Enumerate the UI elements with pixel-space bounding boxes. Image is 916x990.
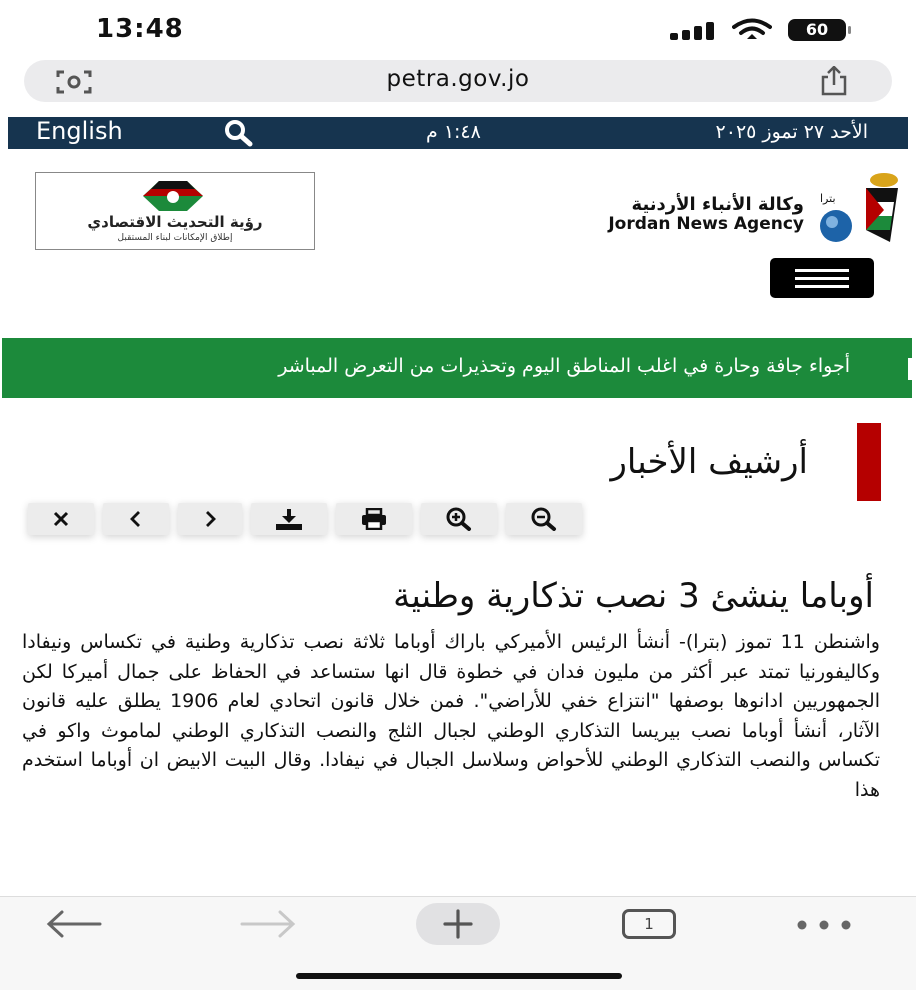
news-ticker[interactable] xyxy=(2,338,912,398)
url-text[interactable]: petra.gov.jo xyxy=(386,66,530,92)
svg-text:بترا: بترا xyxy=(820,192,836,205)
print-button[interactable] xyxy=(336,503,412,535)
address-bar[interactable] xyxy=(24,60,892,102)
vision-logo-subtitle: إطلاق الإمكانات لبناء المستقبل xyxy=(117,233,233,243)
section-title: أرشيف الأخبار xyxy=(610,442,808,482)
tabs-button[interactable] xyxy=(622,909,676,939)
agency-name-arabic[interactable]: وكالة الأنباء الأردنية xyxy=(631,194,804,215)
close-icon xyxy=(51,511,71,527)
economic-vision-logo[interactable] xyxy=(35,172,315,250)
vision-logo-title: رؤية التحديث الاقتصادي xyxy=(87,213,263,231)
back-arrow-icon[interactable] xyxy=(44,909,104,939)
battery-indicator xyxy=(788,19,852,41)
menu-bar-icon xyxy=(795,269,849,272)
petra-flag-logo-icon[interactable] xyxy=(814,170,904,244)
current-time: ١:٤٨ م xyxy=(426,121,481,143)
forward-arrow-icon[interactable] xyxy=(238,909,298,939)
home-indicator xyxy=(296,973,622,979)
share-icon[interactable] xyxy=(818,66,850,96)
browser-bottom-bar xyxy=(0,896,916,990)
zoom-in-button[interactable] xyxy=(421,503,497,535)
next-button[interactable] xyxy=(178,503,242,535)
article-body: واشنطن 11 تموز (بترا)- أنشأ الرئيس الأميركي باراك أوباما ثلاثة نصب تذكارية وطنية في تكساس ونيفادا وكاليفورنيا تمتد عبر أكثر من مليون فدان في خطوة قال انها ستساعد في الحفاظ على جمال أميركا لكن الجمهوريين ادانوها بوصفها "انتزاع خفي للأراضي". فمن خلال قانون اتحادي لعام 1906 يطلق عليه قانون الآثار، أنشأ أوباما نصب بيريسا التذكاري الوطني لجبال الثلج والنصب التذكاري الوطني لماموث واكو في تكساس والنصب التذكاري الوطني للأحواض وسلاسل الجبال في نيفادا. وقال البيت الابيض ان أوباما استخدم هذا xyxy=(22,631,880,801)
battery-level: 60 xyxy=(805,20,829,39)
print-icon xyxy=(361,508,387,530)
chevron-left-icon xyxy=(129,510,143,528)
section-accent-bar xyxy=(857,423,881,501)
download-icon xyxy=(275,508,303,530)
status-time: 13:48 xyxy=(96,14,184,44)
close-button[interactable] xyxy=(28,503,94,535)
hamburger-menu-button[interactable] xyxy=(770,258,874,298)
chevron-right-icon xyxy=(203,510,217,528)
ticker-divider xyxy=(908,358,912,380)
article-headline: أوباما ينشئ 3 نصب تذكارية وطنية xyxy=(393,576,874,616)
new-tab-button[interactable] xyxy=(416,903,500,945)
vision-emblem-icon xyxy=(141,179,205,213)
menu-bar-icon xyxy=(795,285,849,288)
top-strip xyxy=(8,117,908,149)
menu-bar-icon xyxy=(795,277,849,280)
more-options-icon[interactable] xyxy=(796,919,852,931)
previous-button[interactable] xyxy=(103,503,169,535)
english-language-link[interactable]: English xyxy=(36,117,123,145)
agency-name-english[interactable]: Jordan News Agency xyxy=(608,214,804,234)
search-icon[interactable] xyxy=(222,119,254,147)
plus-icon xyxy=(442,908,474,940)
wifi-icon xyxy=(732,18,772,42)
zoom-out-icon xyxy=(531,507,557,531)
download-button[interactable] xyxy=(251,503,327,535)
current-date: الأحد ٢٧ تموز ٢٠٢٥ xyxy=(715,121,868,143)
zoom-out-button[interactable] xyxy=(506,503,582,535)
tab-count: 1 xyxy=(644,915,654,933)
cellular-signal-icon xyxy=(670,22,716,40)
zoom-in-icon xyxy=(446,507,472,531)
ticker-headline[interactable]: أجواء جافة وحارة في اغلب المناطق اليوم وتحذيرات من التعرض المباشر xyxy=(278,355,850,377)
